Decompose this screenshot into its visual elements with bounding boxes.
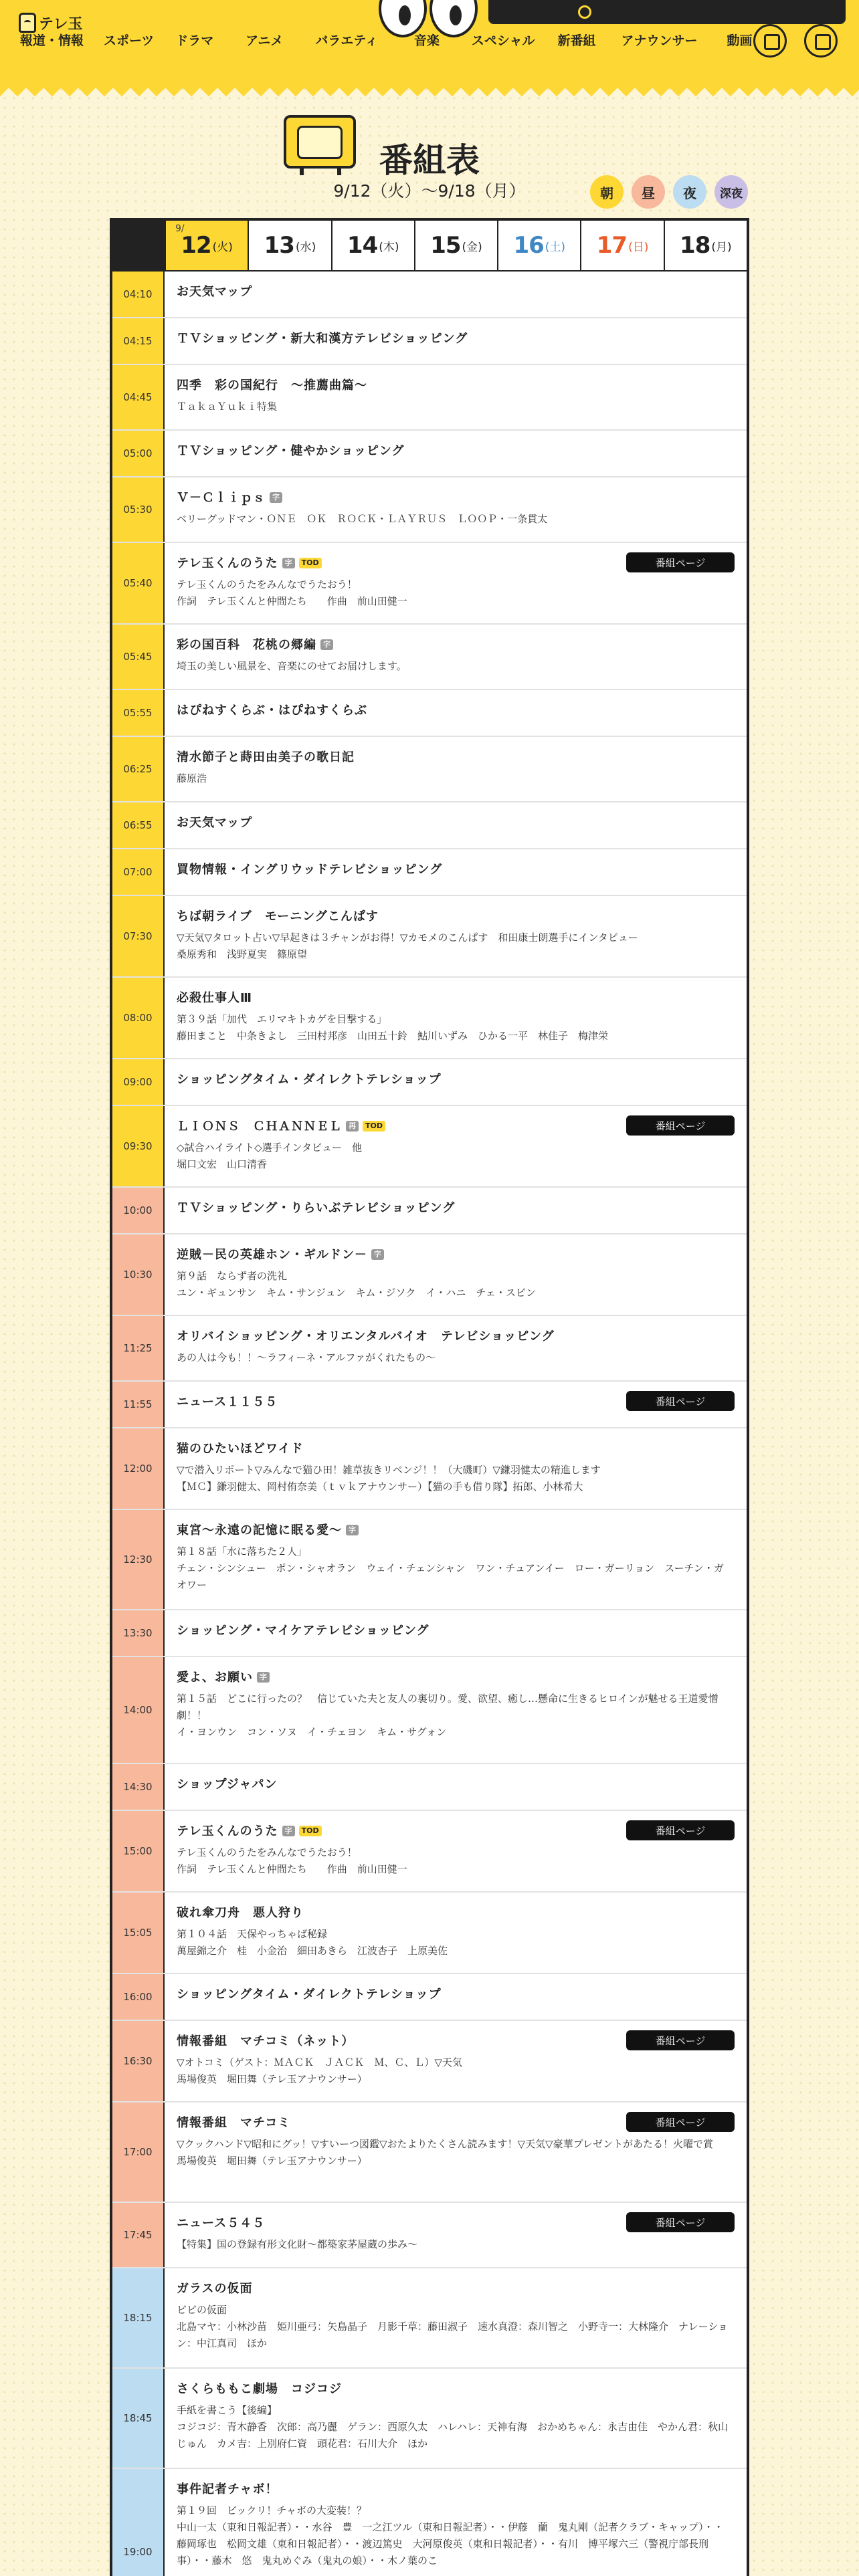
search-bar[interactable]	[488, 0, 846, 24]
program-cell[interactable]	[165, 802, 747, 848]
program-time: 06:55	[112, 802, 165, 848]
program-row	[112, 896, 747, 978]
description-line: 第１０４話 天保やっちゃば秘録	[177, 1928, 328, 1940]
program-description	[177, 1543, 735, 1594]
program-tag: 字	[257, 1672, 270, 1683]
day-tab[interactable]	[414, 221, 497, 270]
day-weekday: (月)	[711, 240, 732, 254]
description-line: テレ玉くんのうたをみんなでうたおう！	[177, 578, 357, 591]
program-title-text: 猫のひたいほどワイド	[177, 1442, 304, 1456]
program-title[interactable]	[177, 637, 735, 654]
nav-item[interactable]: 動画	[727, 33, 753, 48]
program-title-text: ＴＶショッピング・健やかショッピング	[177, 444, 405, 458]
description-line: ビビの仮面	[177, 2304, 227, 2316]
program-title[interactable]	[177, 1247, 735, 1264]
program-description	[177, 1844, 735, 1878]
program-title-text: ショッピングタイム・ダイレクトテレショップ	[177, 1988, 442, 2002]
program-row	[112, 2103, 747, 2203]
program-description	[177, 1350, 735, 1366]
description-line: 北島マヤ：小林沙苗 姫川亜弓：矢島晶子 月影千草：藤田淑子 速水真澄：森川智之 小野寺一：大林隆介 ナレーション：中江真司 ほか	[177, 2321, 729, 2349]
program-row	[112, 1235, 747, 1316]
program-row	[112, 431, 747, 477]
day-number: 18	[680, 232, 710, 259]
nav-item[interactable]: アナウンサー	[621, 33, 698, 48]
program-description	[177, 770, 735, 787]
program-row	[112, 1974, 747, 2021]
description-line: ▽で潜入リポート▽みんなで猫ひ田！雑草抜きリベンジ！！（大磯町）▽鎌羽健太の精進します	[177, 1464, 601, 1476]
program-tag: TOD	[299, 558, 322, 568]
program-cell[interactable]	[165, 2268, 747, 2367]
program-cell[interactable]	[165, 1974, 747, 2020]
program-cell[interactable]	[165, 849, 747, 895]
program-cell[interactable]	[165, 1059, 747, 1105]
day-tab[interactable]	[331, 221, 414, 270]
time-of-day-filters	[590, 175, 748, 209]
program-row	[112, 1510, 747, 1610]
program-title[interactable]	[177, 1071, 735, 1089]
program-title[interactable]	[177, 1905, 735, 1922]
program-cell[interactable]	[165, 1764, 747, 1810]
program-time: 18:15	[112, 2268, 165, 2367]
program-row	[112, 690, 747, 737]
program-cell[interactable]	[165, 625, 747, 689]
program-cell[interactable]	[165, 2203, 747, 2267]
day-number: 12	[181, 232, 211, 259]
program-time: 05:45	[112, 625, 165, 689]
program-time: 12:30	[112, 1510, 165, 1609]
program-time: 17:00	[112, 2103, 165, 2202]
program-description	[177, 1926, 735, 1959]
program-cell[interactable]	[165, 1510, 747, 1609]
program-cell[interactable]	[165, 365, 747, 429]
search-icon	[578, 5, 591, 19]
program-time: 07:00	[112, 849, 165, 895]
program-cell[interactable]	[165, 2369, 747, 2468]
program-time: 04:10	[112, 272, 165, 317]
program-tag: 字	[282, 1826, 295, 1836]
program-description	[177, 1140, 735, 1173]
program-tag: 再	[346, 1121, 359, 1132]
program-page-button[interactable]: 番組ページ	[626, 2212, 735, 2232]
program-description	[177, 1011, 735, 1045]
program-tag: 字	[320, 639, 333, 650]
description-line: 作詞 テレ玉くんと仲間たち 作曲 前山田健一	[177, 1863, 407, 1875]
program-time: 11:25	[112, 1316, 165, 1380]
program-time: 15:00	[112, 1811, 165, 1891]
nav-item[interactable]: ドラマ	[175, 33, 214, 48]
program-title[interactable]	[177, 1776, 735, 1794]
global-nav	[20, 31, 753, 51]
description-line: ▽オトコミ（ゲスト：ＭＡＣＫ ＪＡＣＫ Ｍ、Ｃ、Ｌ）▽天気	[177, 2056, 462, 2068]
program-description	[177, 930, 735, 963]
program-cell[interactable]	[165, 978, 747, 1058]
program-row	[112, 2021, 747, 2103]
program-row	[112, 1764, 747, 1811]
day-tab[interactable]	[664, 221, 747, 270]
program-row	[112, 2469, 747, 2576]
program-time: 06:25	[112, 737, 165, 801]
program-tag: TOD	[363, 1121, 385, 1132]
program-title[interactable]	[177, 749, 735, 766]
program-page-button[interactable]: 番組ページ	[626, 1820, 735, 1840]
description-line: 藤田まこと 中条きよし 三田村邦彦 山田五十鈴 鮎川いずみ ひかる一平 林佳子 梅津栄	[177, 1030, 609, 1042]
day-tab[interactable]	[248, 221, 330, 270]
program-time: 12:00	[112, 1428, 165, 1509]
program-time: 13:30	[112, 1610, 165, 1656]
program-row	[112, 849, 747, 896]
program-cell[interactable]	[165, 1893, 747, 1973]
time-filter-button[interactable]: 昼	[632, 175, 665, 209]
program-title-text: ショップジャパン	[177, 1778, 278, 1792]
program-title[interactable]	[177, 1669, 735, 1687]
nav-item[interactable]: 新番組	[557, 33, 596, 48]
program-description	[177, 1268, 735, 1301]
description-line: 【特集】国の登録有形文化財〜都築家茅屋蔵の歩み〜	[177, 2238, 418, 2250]
program-cell[interactable]	[165, 1657, 747, 1763]
program-row	[112, 1106, 747, 1188]
program-row	[112, 477, 747, 543]
description-line: 第１９回 ビックリ！チャボの大変装！？	[177, 2504, 367, 2516]
day-weekday: (木)	[379, 240, 399, 254]
program-title-text: ＬＩＯＮＳ ＣＨＡＮＮＥＬ	[177, 1119, 342, 1134]
program-time: 07:30	[112, 896, 165, 976]
program-title[interactable]	[177, 1328, 735, 1346]
program-description	[177, 1691, 735, 1741]
program-page-button[interactable]: 番組ページ	[626, 2112, 735, 2132]
program-description	[177, 2402, 735, 2452]
day-number: 15	[430, 232, 461, 259]
program-time: 05:55	[112, 690, 165, 736]
program-description	[177, 576, 735, 610]
program-cell[interactable]	[165, 1316, 747, 1380]
description-line: イ・ヨンウン コン・ソヌ イ・チェヨン キム・サグォン	[177, 1726, 447, 1738]
program-cell[interactable]	[165, 2469, 747, 2576]
nav-item[interactable]: スペシャル	[471, 33, 535, 48]
program-time: 14:30	[112, 1764, 165, 1810]
program-title-text: 情報番組 マチコミ	[177, 2116, 291, 2130]
program-title-text: ニュース１１５５	[177, 1395, 278, 1409]
program-title-text: 情報番組 マチコミ（ネット）	[177, 2034, 355, 2048]
description-line: ベリーグッドマン・ＯＮＥ ＯＫ ＲＯＣＫ・ＬＡＹＲＵＳ ＬＯＯＰ・一条貫太	[177, 513, 548, 525]
program-row	[112, 2369, 747, 2469]
description-line: 藤原浩	[177, 772, 207, 784]
description-line: 【ＭＣ】鎌羽健太、岡村侑奈美（ｔｖｋアナウンサー）【猫の手も借り隊】拓郎、小林希大	[177, 1481, 583, 1493]
description-line: 桑原秀和 浅野夏実 篠原望	[177, 948, 308, 960]
description-line: 手紙を書こう【後編】	[177, 2404, 278, 2416]
program-row	[112, 272, 747, 318]
program-title[interactable]	[177, 1200, 735, 1217]
date-range: 9/12（火）〜9/18（月）	[333, 181, 526, 201]
program-time: 19:00	[112, 2469, 165, 2576]
program-title[interactable]	[177, 1522, 735, 1539]
program-cell[interactable]	[165, 1382, 747, 1427]
program-description	[177, 511, 735, 528]
program-title-text: さくらももこ劇場 コジコジ	[177, 2382, 342, 2396]
program-cell[interactable]	[165, 2103, 747, 2202]
program-row	[112, 2203, 747, 2268]
program-title-text: ちば朝ライブ モーニングこんぱす	[177, 909, 379, 924]
program-title-text: 必殺仕事人Ⅲ	[177, 991, 253, 1005]
program-title[interactable]	[177, 2381, 735, 2398]
program-description	[177, 399, 735, 415]
program-description	[177, 1462, 735, 1495]
program-list	[112, 272, 747, 2576]
program-tag: 字	[282, 558, 295, 568]
day-weekday: (火)	[212, 240, 233, 254]
day-tab[interactable]	[165, 221, 248, 270]
day-month: 9/	[175, 223, 185, 234]
program-title[interactable]	[177, 861, 735, 879]
day-weekday: (水)	[295, 240, 316, 254]
day-tab[interactable]	[497, 221, 580, 270]
description-line: 馬場俊英 堀田舞（テレ玉アナウンサー）	[177, 2155, 367, 2167]
program-title-text: ＴＶショッピング・りらいぶテレビショッピング	[177, 1201, 456, 1215]
program-row	[112, 737, 747, 802]
program-description	[177, 2136, 735, 2169]
program-cell[interactable]	[165, 543, 747, 623]
program-row	[112, 1811, 747, 1893]
schedule-table	[110, 218, 749, 2576]
program-title[interactable]	[177, 1440, 735, 1458]
description-line: コジコジ：青木静香 次郎：高乃麗 ゲラン：西原久太 ハレハレ：天神有海 おかめちゃん：永吉由佳 やかん君：秋山じゅん カメ吉：上別府仁資 頭花君：石川大介 ほか	[177, 2421, 728, 2450]
character-icon[interactable]	[804, 24, 838, 58]
program-row	[112, 2268, 747, 2369]
nav-item[interactable]: アニメ	[246, 33, 284, 48]
program-title[interactable]	[177, 330, 735, 348]
program-title-text: 彩の国百科 花桃の郷編	[177, 638, 316, 652]
program-tag: 字	[371, 1249, 384, 1260]
description-line: ユン・ギュンサン キム・サンジュン キム・ジソク イ・ハニ チェ・スビン	[177, 1287, 536, 1299]
day-corner	[112, 221, 165, 270]
program-title-text: 逆賊－民の英雄ホン・ギルドン－	[177, 1248, 367, 1262]
program-title-text: ショッピング・マイケアテレビショッピング	[177, 1624, 430, 1638]
program-title[interactable]	[177, 1622, 735, 1640]
program-title-text: 買物情報・イングリウッドテレビショッピング	[177, 863, 443, 877]
description-line: ◇試合ハイライト◇選手インタビュー 他	[177, 1142, 363, 1154]
program-title[interactable]	[177, 443, 735, 460]
program-title-text: 東宮〜永遠の記憶に眠る愛〜	[177, 1523, 342, 1537]
program-cell[interactable]	[165, 1188, 747, 1233]
site-header	[0, 0, 859, 79]
program-title-text: 事件記者チャボ！	[177, 2482, 278, 2496]
description-line: 第１８話「水に落ちた２人」	[177, 1545, 308, 1558]
program-cell[interactable]	[165, 318, 747, 364]
program-title[interactable]	[177, 490, 735, 507]
description-line: 堀口文宏 山口清香	[177, 1158, 268, 1170]
program-time: 16:00	[112, 1974, 165, 2020]
program-title[interactable]	[177, 284, 735, 301]
program-row	[112, 802, 747, 849]
program-row	[112, 1428, 747, 1510]
program-time: 16:30	[112, 2021, 165, 2101]
program-time: 04:15	[112, 318, 165, 364]
program-cell[interactable]	[165, 737, 747, 801]
program-time: 05:30	[112, 477, 165, 542]
nav-item[interactable]: 報道・情報	[20, 33, 84, 48]
program-time: 05:00	[112, 431, 165, 476]
program-title-text: テレ玉くんのうた	[177, 1824, 278, 1838]
program-title-text: 四季 彩の国紀行 〜推薦曲篇〜	[177, 379, 367, 393]
day-number: 17	[596, 232, 628, 259]
program-row	[112, 1316, 747, 1382]
program-cell[interactable]	[165, 2021, 747, 2101]
program-description	[177, 2302, 735, 2352]
program-title-text: Ｖ－Ｃｌｉｐｓ	[177, 491, 266, 505]
description-line: 埼玉の美しい風景を、音楽にのせてお届けします。	[177, 660, 407, 672]
program-title-text: ニュース５４５	[177, 2216, 266, 2230]
program-page-button[interactable]: 番組ページ	[626, 2030, 735, 2050]
program-row	[112, 1610, 747, 1657]
description-line: 第１５話 どこに行ったの？ 信じていた夫と友人の裏切り。愛、欲望、癒し…懸命に生きるヒロインが魅せる王道愛憎劇！！	[177, 1693, 719, 1721]
program-cell[interactable]	[165, 1610, 747, 1656]
program-cell[interactable]	[165, 272, 747, 317]
program-row	[112, 365, 747, 431]
page-title: 番組表	[379, 141, 480, 180]
program-row	[112, 978, 747, 1059]
program-time: 14:00	[112, 1657, 165, 1763]
program-title-text: お天気マップ	[177, 816, 253, 830]
nav-item[interactable]: バラエティ	[315, 33, 378, 48]
description-line: ＴａｋａＹｕｋｉ特集	[177, 401, 278, 413]
program-description	[177, 2236, 735, 2253]
nav-item[interactable]: スポーツ	[104, 33, 155, 48]
description-line: 萬屋錦之介 桂 小金治 細田あきら 江波杏子 上原美佐	[177, 1945, 448, 1957]
description-line: あの人は今も！！〜ラフィーネ・アルファがくれたもの〜	[177, 1352, 436, 1364]
program-row	[112, 625, 747, 690]
program-title-text: ＴＶショッピング・新大和漢方テレビショッピング	[177, 332, 468, 346]
program-time: 09:30	[112, 1106, 165, 1186]
program-title-text: 清水節子と蒔田由美子の歌日記	[177, 750, 355, 764]
program-time: 17:45	[112, 2203, 165, 2267]
program-title-text: オリバイショッピング・オリエンタルバイオ テレビショッピング	[177, 1329, 555, 1344]
program-title[interactable]	[177, 2481, 735, 2498]
day-number: 14	[347, 232, 378, 259]
program-description	[177, 658, 735, 675]
description-line: チェン・シンシュー ポン・シャオラン ウェイ・チェンシャン ワン・チュアンイー ロー・ガーリョン スーチン・ガオワー	[177, 1562, 724, 1591]
program-cell[interactable]	[165, 431, 747, 476]
mascot-menu-icon[interactable]	[753, 24, 787, 58]
header-zigzag	[0, 79, 859, 96]
program-cell[interactable]	[165, 1235, 747, 1315]
program-time: 18:45	[112, 2369, 165, 2468]
day-tab[interactable]	[580, 221, 663, 270]
program-title[interactable]	[177, 702, 735, 720]
description-line: ▽天気▽タロット占い▽早起きは３チャンがお得！▽カモメのこんぱす 和田康士朗選手にインタビュー	[177, 932, 638, 944]
day-number: 16	[513, 232, 544, 259]
program-description	[177, 2054, 735, 2088]
program-page-button[interactable]: 番組ページ	[626, 1391, 735, 1411]
program-title[interactable]	[177, 815, 735, 832]
logo-text: テレ玉	[39, 15, 83, 33]
program-title[interactable]	[177, 2280, 735, 2298]
program-row	[112, 1059, 747, 1106]
program-title[interactable]	[177, 1986, 735, 2004]
program-page-button[interactable]: 番組ページ	[626, 552, 735, 572]
day-weekday: (日)	[628, 240, 649, 254]
program-title-text: テレ玉くんのうた	[177, 556, 278, 570]
program-cell[interactable]	[165, 477, 747, 542]
program-time: 08:00	[112, 978, 165, 1058]
program-cell[interactable]	[165, 896, 747, 976]
program-row	[112, 1657, 747, 1764]
program-title-text: ショッピングタイム・ダイレクトテレショップ	[177, 1073, 442, 1087]
program-time: 04:45	[112, 365, 165, 429]
program-title[interactable]	[177, 990, 735, 1007]
time-filter-button[interactable]: 朝	[590, 175, 624, 209]
program-cell[interactable]	[165, 1811, 747, 1891]
description-line: 作詞 テレ玉くんと仲間たち 作曲 前山田健一	[177, 595, 407, 607]
time-filter-button[interactable]: 深夜	[714, 175, 748, 209]
description-line: テレ玉くんのうたをみんなでうたおう！	[177, 1846, 357, 1858]
program-time: 10:00	[112, 1188, 165, 1233]
program-time: 09:00	[112, 1059, 165, 1105]
program-row	[112, 543, 747, 625]
description-line: 中山一太（東和日報記者）・・水谷 豊 一之江ツル（東和日報記者）・・伊藤 蘭 鬼丸剛（記者クラブ・キャップ）・・藤岡琢也 松岡文雄（東和日報記者）・・渡辺篤史 大河原俊英（東和日報記者）・・有川 博平塚六三（警視庁部長刑事）・・藤木 悠 鬼丸めぐみ（鬼丸の娘）・・木ノ葉のこ	[177, 2521, 724, 2567]
description-line: ▽クックハンド▽昭和にグッ！▽すいーつ図鑑▽おたよりたくさん読みます！▽天気▽豪華プレゼントがあたる！火曜で賞	[177, 2138, 713, 2150]
program-title-text: 破れ傘刀舟 悪人狩り	[177, 1906, 304, 1920]
day-weekday: (土)	[545, 240, 566, 254]
program-tag: TOD	[299, 1826, 322, 1836]
program-title-text: 愛よ、お願い	[177, 1671, 253, 1685]
program-tag: 字	[346, 1525, 359, 1535]
description-line: 馬場俊英 堀田舞（テレ玉アナウンサー）	[177, 2073, 367, 2085]
program-cell[interactable]	[165, 1428, 747, 1509]
program-title-text: はぴねすくらぶ・はぴねすくらぶ	[177, 704, 367, 718]
day-tabs	[112, 221, 747, 272]
program-time: 15:05	[112, 1893, 165, 1973]
nav-item[interactable]: 音楽	[413, 33, 440, 48]
mascot-icon	[19, 13, 36, 33]
program-row	[112, 1188, 747, 1235]
program-description	[177, 2502, 735, 2569]
program-page-button[interactable]: 番組ページ	[626, 1115, 735, 1136]
program-row	[112, 318, 747, 365]
program-title[interactable]	[177, 908, 735, 926]
time-filter-button[interactable]: 夜	[673, 175, 706, 209]
program-cell[interactable]	[165, 690, 747, 736]
program-time: 10:30	[112, 1235, 165, 1315]
program-row	[112, 1893, 747, 1974]
day-number: 13	[264, 232, 294, 259]
program-cell[interactable]	[165, 1106, 747, 1186]
program-time: 05:40	[112, 543, 165, 623]
description-line: 第９話 ならず者の洗礼	[177, 1270, 288, 1282]
program-row	[112, 1382, 747, 1428]
program-title[interactable]	[177, 377, 735, 395]
program-title-text: ガラスの仮面	[177, 2282, 253, 2296]
program-time: 11:55	[112, 1382, 165, 1427]
program-tag: 字	[270, 492, 282, 503]
program-title-text: お天気マップ	[177, 285, 253, 299]
day-weekday: (金)	[462, 240, 482, 254]
description-line: 第３９話「加代 エリマキトカゲを目撃する」	[177, 1013, 387, 1025]
